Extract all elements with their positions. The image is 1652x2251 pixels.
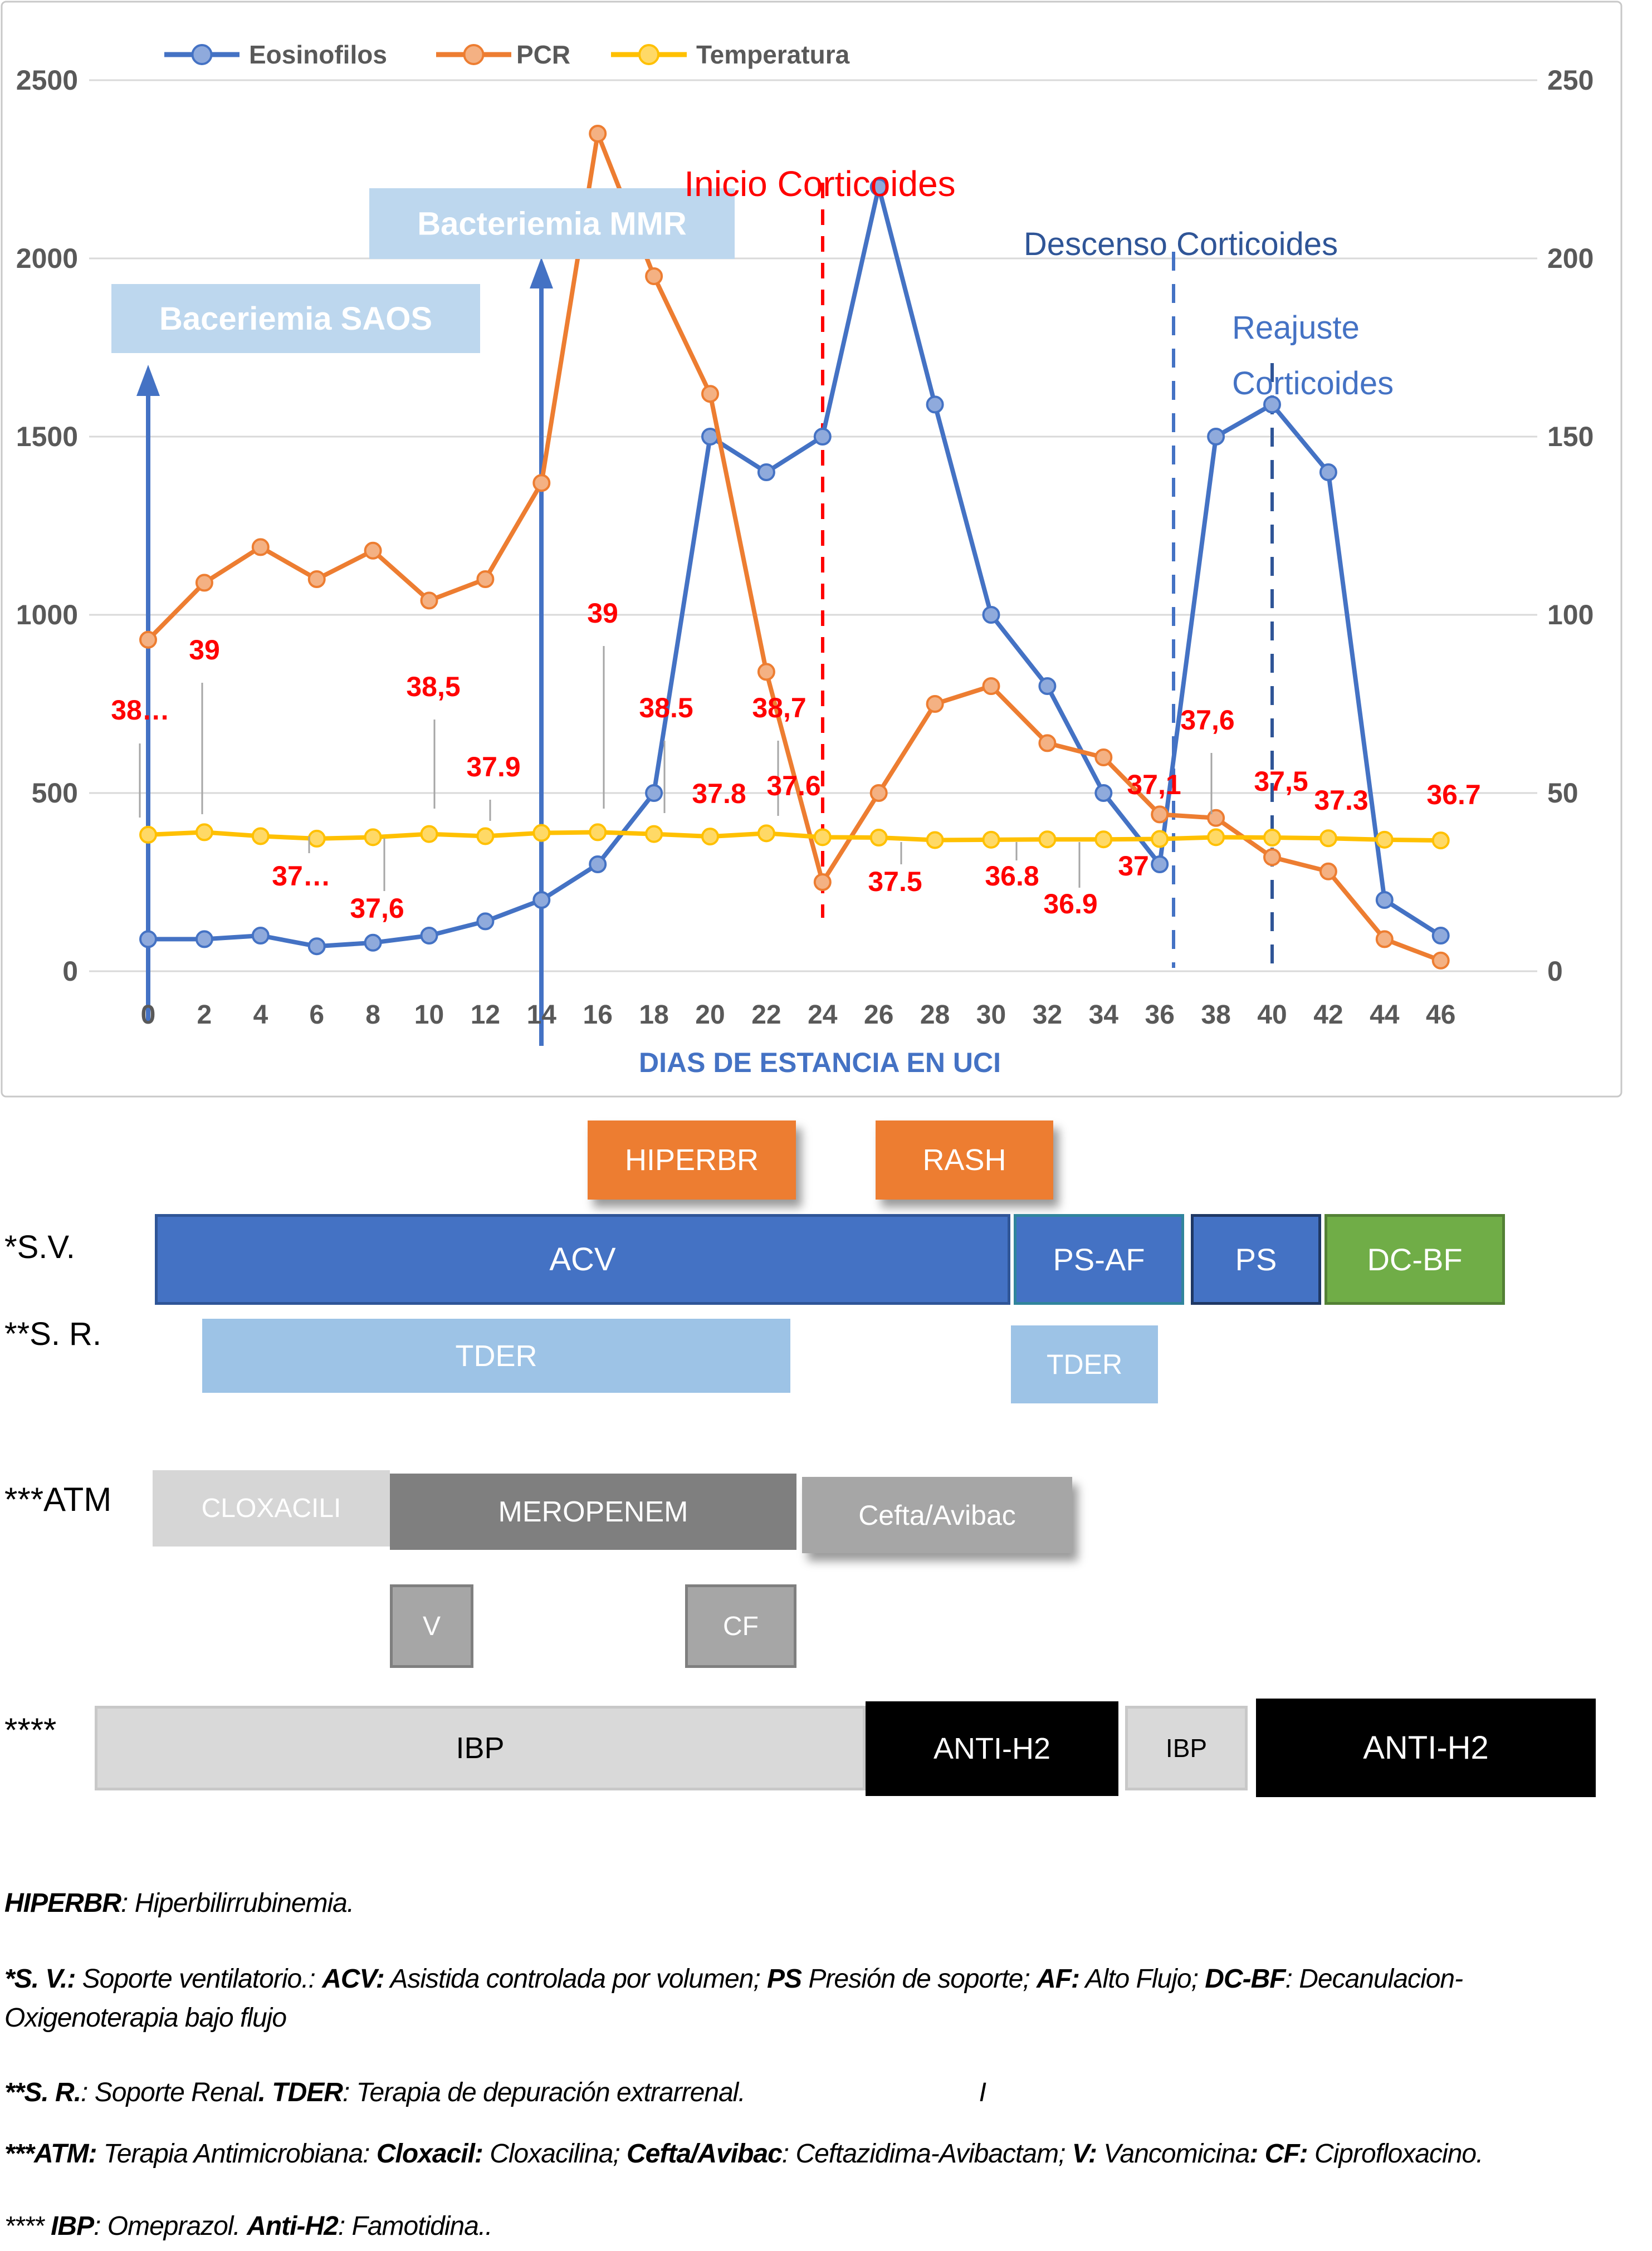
timeline-bar-cloxacili: CLOXACILI [153, 1470, 390, 1547]
data-point-PCR [871, 785, 887, 801]
temp-value-label: 37.8 [692, 778, 746, 809]
footnote-segment: : Famotidina.. [338, 2211, 492, 2241]
legend-marker-Eosinofilos [193, 45, 212, 64]
temp-value-label: 37,6 [1180, 704, 1235, 736]
footnote-line [4, 1964, 1463, 1994]
left-axis-tick: 500 [31, 777, 78, 809]
data-point-Temperatura [1039, 831, 1055, 847]
data-point-PCR [759, 664, 774, 679]
data-point-PCR [1433, 953, 1449, 968]
x-axis-tick: 12 [470, 1000, 501, 1030]
x-axis-tick: 38 [1201, 1000, 1231, 1030]
event-box-label: Bacteriemia MMR [417, 205, 687, 242]
footnote-segment: Soporte ventilatorio.: [75, 1964, 322, 1994]
footnote-line [4, 2077, 986, 2108]
footnote-line [4, 1888, 354, 1919]
footnote-segment: AF: [1036, 1964, 1079, 1994]
data-point-PCR [1039, 735, 1055, 751]
timeline-bar-tder: TDER [1011, 1325, 1158, 1403]
x-axis-tick: 4 [253, 1000, 268, 1030]
data-point-Eosinofilos [1152, 857, 1167, 872]
timeline-row-label: *S.V. [4, 1229, 75, 1265]
data-point-Eosinofilos [927, 397, 943, 412]
data-point-Temperatura [1321, 830, 1336, 846]
data-point-PCR [1377, 931, 1392, 947]
footnote-segment: : Omeprazol. [94, 2211, 247, 2241]
x-axis-tick: 46 [1426, 1000, 1456, 1030]
data-point-Temperatura [197, 824, 212, 840]
data-point-PCR [1321, 864, 1336, 879]
footnote-segment: : Decanulacion- [1285, 1964, 1463, 1994]
footnote-segment: ***ATM: [4, 2139, 97, 2169]
data-point-Eosinofilos [1321, 464, 1336, 480]
left-axis-tick: 1000 [16, 599, 78, 630]
data-point-PCR [1264, 849, 1280, 865]
data-point-PCR [1208, 810, 1224, 826]
x-axis-tick: 22 [751, 1000, 781, 1030]
data-point-PCR [590, 126, 605, 141]
annotation-text: Corticoides [1232, 365, 1394, 402]
footnote-segment: **S. R. [4, 2078, 81, 2107]
data-point-PCR [702, 386, 718, 402]
temp-value-label: 37,5 [1254, 766, 1308, 797]
footnote-segment: Ciprofloxacino. [1307, 2139, 1483, 2169]
x-axis-tick: 32 [1032, 1000, 1063, 1030]
temp-value-label: 38,5 [406, 671, 461, 702]
temp-value-label: 36.9 [1043, 888, 1098, 919]
annotation-text: Reajuste [1232, 310, 1360, 346]
timeline-bar-cf: CF [685, 1584, 796, 1668]
data-point-PCR [984, 678, 999, 694]
left-axis-tick: 2500 [16, 65, 78, 96]
footnote-segment: DC-BF [1205, 1964, 1286, 1994]
data-point-Temperatura [1152, 831, 1167, 847]
x-axis-tick: 0 [140, 1000, 156, 1030]
data-point-PCR [253, 539, 268, 555]
left-axis-tick: 0 [62, 956, 78, 987]
data-point-PCR [646, 268, 662, 284]
data-point-Temperatura [1208, 829, 1224, 845]
footnote-line [4, 2003, 286, 2033]
footnote-segment: Anti-H2 [247, 2211, 338, 2241]
data-point-Eosinofilos [646, 785, 662, 801]
data-point-Eosinofilos [534, 892, 549, 908]
data-point-Temperatura [422, 826, 437, 842]
footnote-segment: : Ceftazidima-Avibactam; [781, 2139, 1072, 2169]
timeline-bar-anti-h2: ANTI-H2 [1256, 1699, 1596, 1797]
x-axis-tick: 10 [414, 1000, 444, 1030]
legend-marker-PCR [465, 45, 483, 64]
temp-value-label: 37.9 [466, 751, 521, 782]
x-axis-tick: 16 [583, 1000, 613, 1030]
annotation-text: Inicio Corticoides [684, 164, 956, 204]
timeline-bar-ibp: IBP [1125, 1706, 1248, 1790]
temp-value-label: 36.7 [1426, 779, 1481, 810]
temp-value-label: 37 [1118, 850, 1149, 882]
timeline-row-label: **** [4, 1711, 57, 1749]
data-point-Eosinofilos [1433, 928, 1449, 943]
data-point-Temperatura [1096, 831, 1111, 847]
legend-label-Temperatura: Temperatura [696, 40, 850, 69]
x-axis-tick: 18 [639, 1000, 669, 1030]
data-point-Temperatura [365, 829, 381, 845]
data-point-Temperatura [702, 829, 718, 844]
footnote-segment: IBP [51, 2211, 94, 2241]
footnote-segment: V: [1072, 2139, 1097, 2169]
x-axis-tick: 28 [920, 1000, 950, 1030]
temp-value-label: 37.5 [868, 866, 922, 897]
data-point-Eosinofilos [1039, 678, 1055, 694]
footnote-segment: TDER [272, 2078, 343, 2107]
temp-value-label: 38.5 [639, 692, 693, 723]
footnote-segment: Cloxacilina; [482, 2139, 627, 2169]
data-point-Temperatura [871, 830, 887, 845]
legend-label-PCR: PCR [516, 40, 571, 69]
timeline-bar-dc-bf: DC-BF [1324, 1214, 1505, 1305]
x-axis-tick: 8 [365, 1000, 380, 1030]
data-point-Temperatura [140, 827, 156, 843]
footnote-segment [1258, 2139, 1264, 2169]
x-axis-tick: 2 [197, 1000, 212, 1030]
temp-value-label: 37… [272, 860, 331, 892]
x-axis-title: DIAS DE ESTANCIA EN UCI [638, 1047, 1001, 1078]
data-point-Temperatura [646, 826, 662, 842]
timeline-bar-v: V [390, 1584, 473, 1668]
legend-label-Eosinofilos: Eosinofilos [249, 40, 387, 69]
right-axis-tick: 100 [1547, 599, 1594, 630]
footnote-segment [265, 2078, 272, 2107]
data-point-Temperatura [759, 825, 774, 841]
right-axis-tick: 250 [1547, 65, 1594, 96]
data-point-Temperatura [1433, 833, 1449, 848]
timeline-bar-hiperbr: HIPERBR [588, 1120, 796, 1200]
timeline-bar-cefta-avibac: Cefta/Avibac [802, 1477, 1072, 1553]
footnote-segment: : [1249, 2139, 1258, 2169]
x-axis-tick: 34 [1088, 1000, 1118, 1030]
timeline-bar-acv: ACV [155, 1214, 1010, 1305]
temp-value-label: 37,1 [1127, 769, 1181, 800]
footnote-segment: Cloxacil: [376, 2139, 483, 2169]
data-point-PCR [534, 475, 549, 491]
left-axis-tick: 2000 [16, 243, 78, 274]
footnote-segment: ACV: [322, 1964, 384, 1994]
timeline-bar-tder: TDER [202, 1319, 790, 1393]
footnote-segment: Vancomicina [1096, 2139, 1250, 2169]
data-point-PCR [477, 571, 493, 587]
temp-value-label: 38… [111, 694, 170, 726]
data-point-PCR [815, 874, 830, 890]
data-point-Eosinofilos [197, 931, 212, 947]
footnote-segment: CF: [1264, 2139, 1308, 2169]
footnote-segment: Terapia Antimicrobiana: [96, 2139, 377, 2169]
footnote-segment: Alto Flujo; [1079, 1964, 1205, 1994]
annotation-text: Descenso Corticoides [1023, 226, 1338, 262]
x-axis-tick: 26 [864, 1000, 894, 1030]
timeline-bar-rash: RASH [876, 1120, 1053, 1200]
x-axis-tick: 42 [1313, 1000, 1343, 1030]
temp-value-label: 38,7 [752, 692, 807, 723]
x-axis-tick: 24 [808, 1000, 838, 1030]
data-point-Temperatura [253, 828, 268, 844]
right-axis-tick: 200 [1547, 243, 1594, 274]
footnote-segment: . [258, 2078, 265, 2107]
left-axis-tick: 1500 [16, 421, 78, 452]
data-point-PCR [1096, 750, 1111, 765]
timeline-bar-ibp: IBP [95, 1706, 866, 1790]
footnote-segment: Cefta/Avibac [627, 2139, 782, 2169]
data-point-Temperatura [477, 828, 493, 844]
timeline-bar-anti-h2: ANTI-H2 [866, 1701, 1118, 1796]
data-point-Eosinofilos [309, 938, 325, 954]
footnote-segment: Presión de soporte; [801, 1964, 1037, 1994]
data-point-Eosinofilos [1096, 785, 1111, 801]
footnote-segment: Asistida controlada por volumen; [384, 1964, 768, 1994]
footnote-segment: : Hiperbilirrubinemia. [121, 1888, 354, 1918]
data-point-PCR [309, 571, 325, 587]
event-box-label: Baceriemia SAOS [159, 301, 433, 337]
data-point-Eosinofilos [1208, 429, 1224, 444]
temp-value-label: 37,6 [350, 893, 404, 924]
footnote-segment: **** [4, 2211, 51, 2241]
footnote-segment: HIPERBR [4, 1888, 121, 1918]
temp-value-label: 37.6 [766, 770, 821, 801]
data-point-Temperatura [1264, 830, 1280, 845]
data-point-PCR [365, 543, 381, 559]
legend-marker-Temperatura [639, 45, 658, 64]
data-point-PCR [422, 593, 437, 608]
footnote-segment: I [979, 2078, 986, 2107]
data-point-Eosinofilos [1377, 892, 1392, 908]
data-point-PCR [197, 575, 212, 590]
timeline-row-label: **S. R. [4, 1316, 102, 1352]
right-axis-tick: 50 [1547, 777, 1578, 809]
timeline-bar-meropenem: MEROPENEM [390, 1474, 796, 1550]
data-point-Temperatura [927, 832, 943, 848]
data-point-Temperatura [534, 825, 549, 841]
data-point-Eosinofilos [815, 429, 830, 444]
x-axis-tick: 14 [526, 1000, 556, 1030]
data-point-Eosinofilos [253, 928, 268, 943]
temp-value-label: 36.8 [985, 860, 1039, 892]
x-axis-tick: 40 [1257, 1000, 1287, 1030]
footnote-line [4, 2139, 1483, 2169]
temp-value-label: 39 [587, 598, 618, 629]
icu-evolution-chart [0, 0, 1652, 1100]
right-axis-tick: 0 [1547, 956, 1563, 987]
footnote-segment: PS [767, 1964, 802, 1994]
data-point-PCR [927, 696, 943, 712]
footnote-line [4, 2211, 492, 2242]
data-point-Temperatura [590, 824, 605, 840]
data-point-Eosinofilos [590, 857, 605, 872]
data-point-Eosinofilos [477, 913, 493, 929]
temp-value-label: 39 [189, 634, 220, 665]
timeline-bar-ps: PS [1191, 1214, 1321, 1305]
data-point-Temperatura [984, 832, 999, 848]
x-axis-tick: 36 [1145, 1000, 1175, 1030]
data-point-PCR [1152, 806, 1167, 822]
x-axis-tick: 30 [976, 1000, 1006, 1030]
x-axis-tick: 20 [695, 1000, 725, 1030]
footnote-segment: : Soporte Renal [81, 2078, 258, 2107]
temp-value-label: 37.3 [1314, 785, 1368, 816]
x-axis-tick: 6 [309, 1000, 325, 1030]
x-axis-tick: 44 [1370, 1000, 1400, 1030]
right-axis-tick: 150 [1547, 421, 1594, 452]
data-point-Temperatura [815, 829, 830, 845]
data-point-Eosinofilos [984, 607, 999, 623]
data-point-Eosinofilos [422, 928, 437, 943]
footnote-segment: : Terapia de depuración extrarrenal. [342, 2078, 745, 2107]
timeline-row-label: ***ATM [4, 1481, 112, 1518]
data-point-Temperatura [1377, 832, 1392, 848]
timeline-bar-ps-af: PS-AF [1014, 1214, 1184, 1305]
footnote-segment: Oxigenoterapia bajo flujo [4, 2003, 287, 2033]
data-point-PCR [140, 632, 156, 648]
footnote-segment: *S. V.: [4, 1964, 76, 1994]
data-point-Eosinofilos [759, 464, 774, 480]
data-point-Temperatura [309, 831, 325, 846]
data-point-Eosinofilos [140, 931, 156, 947]
data-point-Eosinofilos [365, 935, 381, 951]
